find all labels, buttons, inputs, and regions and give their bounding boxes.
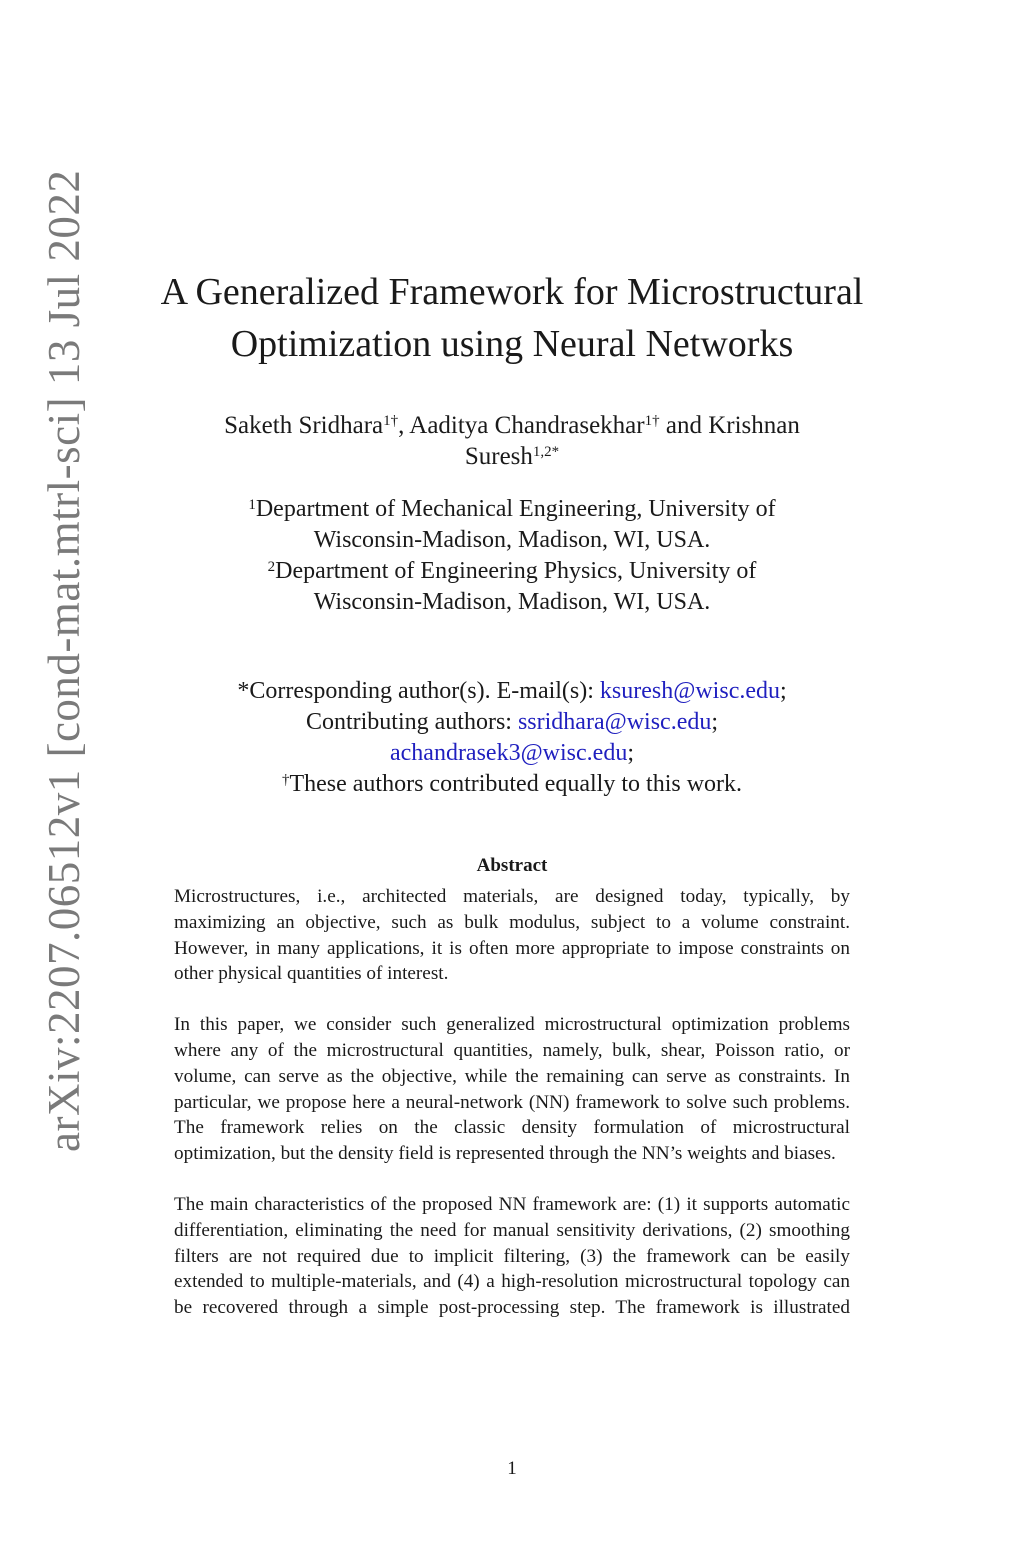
arxiv-identifier: arXiv:2207.06512v1 [cond-mat.mtrl-sci] 13 Jul 2022 xyxy=(39,169,89,1152)
abstract-heading: Abstract xyxy=(476,855,548,876)
author-name: Suresh xyxy=(464,443,533,470)
contributing-authors-line-2: achandrasek3@wisc.edu; xyxy=(389,740,634,766)
author-line-1: Saketh Sridhara$^{1\dagger}$, Aaditya Chandrasekhar$^{1\dagger}$ and Krishnan xyxy=(224,412,800,439)
affiliation-1-line-1: $^1$Department of Mechanical Engineering, University of xyxy=(248,496,776,522)
title-line-2: Optimization using Neural Networks xyxy=(230,323,794,365)
contributing-authors-line: Contributing authors: ssridhara@wisc.edu; xyxy=(305,709,719,735)
equal-contribution-note: †These authors contributed equally to this work. xyxy=(281,771,743,797)
author-name: and Krishnan xyxy=(665,412,800,439)
author-name: Saketh Sridhara xyxy=(224,412,384,439)
title-line-1: A Generalized Framework for Microstructural xyxy=(160,271,864,313)
affiliation-2-line-2: Wisconsin-Madison, Madison, WI, USA. xyxy=(313,589,711,615)
abstract-paragraph-3: The main characteristics of the proposed NN framework are: (1) it supports automatic differentiation, eliminating the need for manual sensitivity derivations, (2) smoothing filters are not required due to implicit filtering, (3) the framework can be easily extended to multiple-materials, and (4) a high-resolution microstructural topology can be recovered through a simple post-processing step. The framework is illustrated xyxy=(174,1193,850,1319)
affiliation-mark: 2 xyxy=(267,559,276,575)
page-number: 1 xyxy=(507,1458,517,1479)
author-affil-mark: 1† xyxy=(644,413,660,429)
affiliation-1-line-2: Wisconsin-Madison, Madison, WI, USA. xyxy=(313,527,711,553)
contrib-email-link-1[interactable]: ssridhara@wisc.edu xyxy=(517,709,712,735)
affiliation-mark: 1 xyxy=(248,497,256,513)
contact-info xyxy=(120,676,904,800)
contrib-email-link-2[interactable]: achandrasek3@wisc.edu xyxy=(389,740,628,766)
author-name: Aaditya Chandrasekhar xyxy=(409,412,645,439)
author-affil-mark: 1† xyxy=(383,413,399,429)
affiliation-2-line-1: $^2$Department of Engineering Physics, University of xyxy=(267,558,757,584)
abstract-body xyxy=(174,884,850,1346)
author-list xyxy=(120,410,904,472)
author-affil-mark: 1,2* xyxy=(532,444,560,460)
paper-title xyxy=(110,266,914,370)
corresponding-author-line: *Corresponding author(s). E-mail(s): ksuresh@wisc.edu; xyxy=(237,678,787,704)
abstract-paragraph-1: Microstructures, i.e., architected materials, are designed today, typically, by maximizing an objective, such as bulk modulus, subject to a volume constraint. However, in many applications, it is often more appropriate to impose constraints on other physical quantities of interest. xyxy=(174,886,850,985)
affiliations xyxy=(120,494,904,618)
dagger-mark: † xyxy=(281,772,290,788)
corresponding-email-link[interactable]: ksuresh@wisc.edu xyxy=(599,678,780,704)
abstract-paragraph-2: In this paper, we consider such generalized microstructural optimization problems where any of the microstructural quantities, namely, bulk, shear, Poisson ratio, or volume, can serve as the objective, while the remaining can serve as constraints. In particular, we propose here a neural-network (NN) framework to solve such problems. The framework relies on the classic density formulation of microstructural optimization, but the density field is represented through the NN’s weights and biases. xyxy=(174,1014,850,1165)
author-line-2 xyxy=(120,441,904,472)
